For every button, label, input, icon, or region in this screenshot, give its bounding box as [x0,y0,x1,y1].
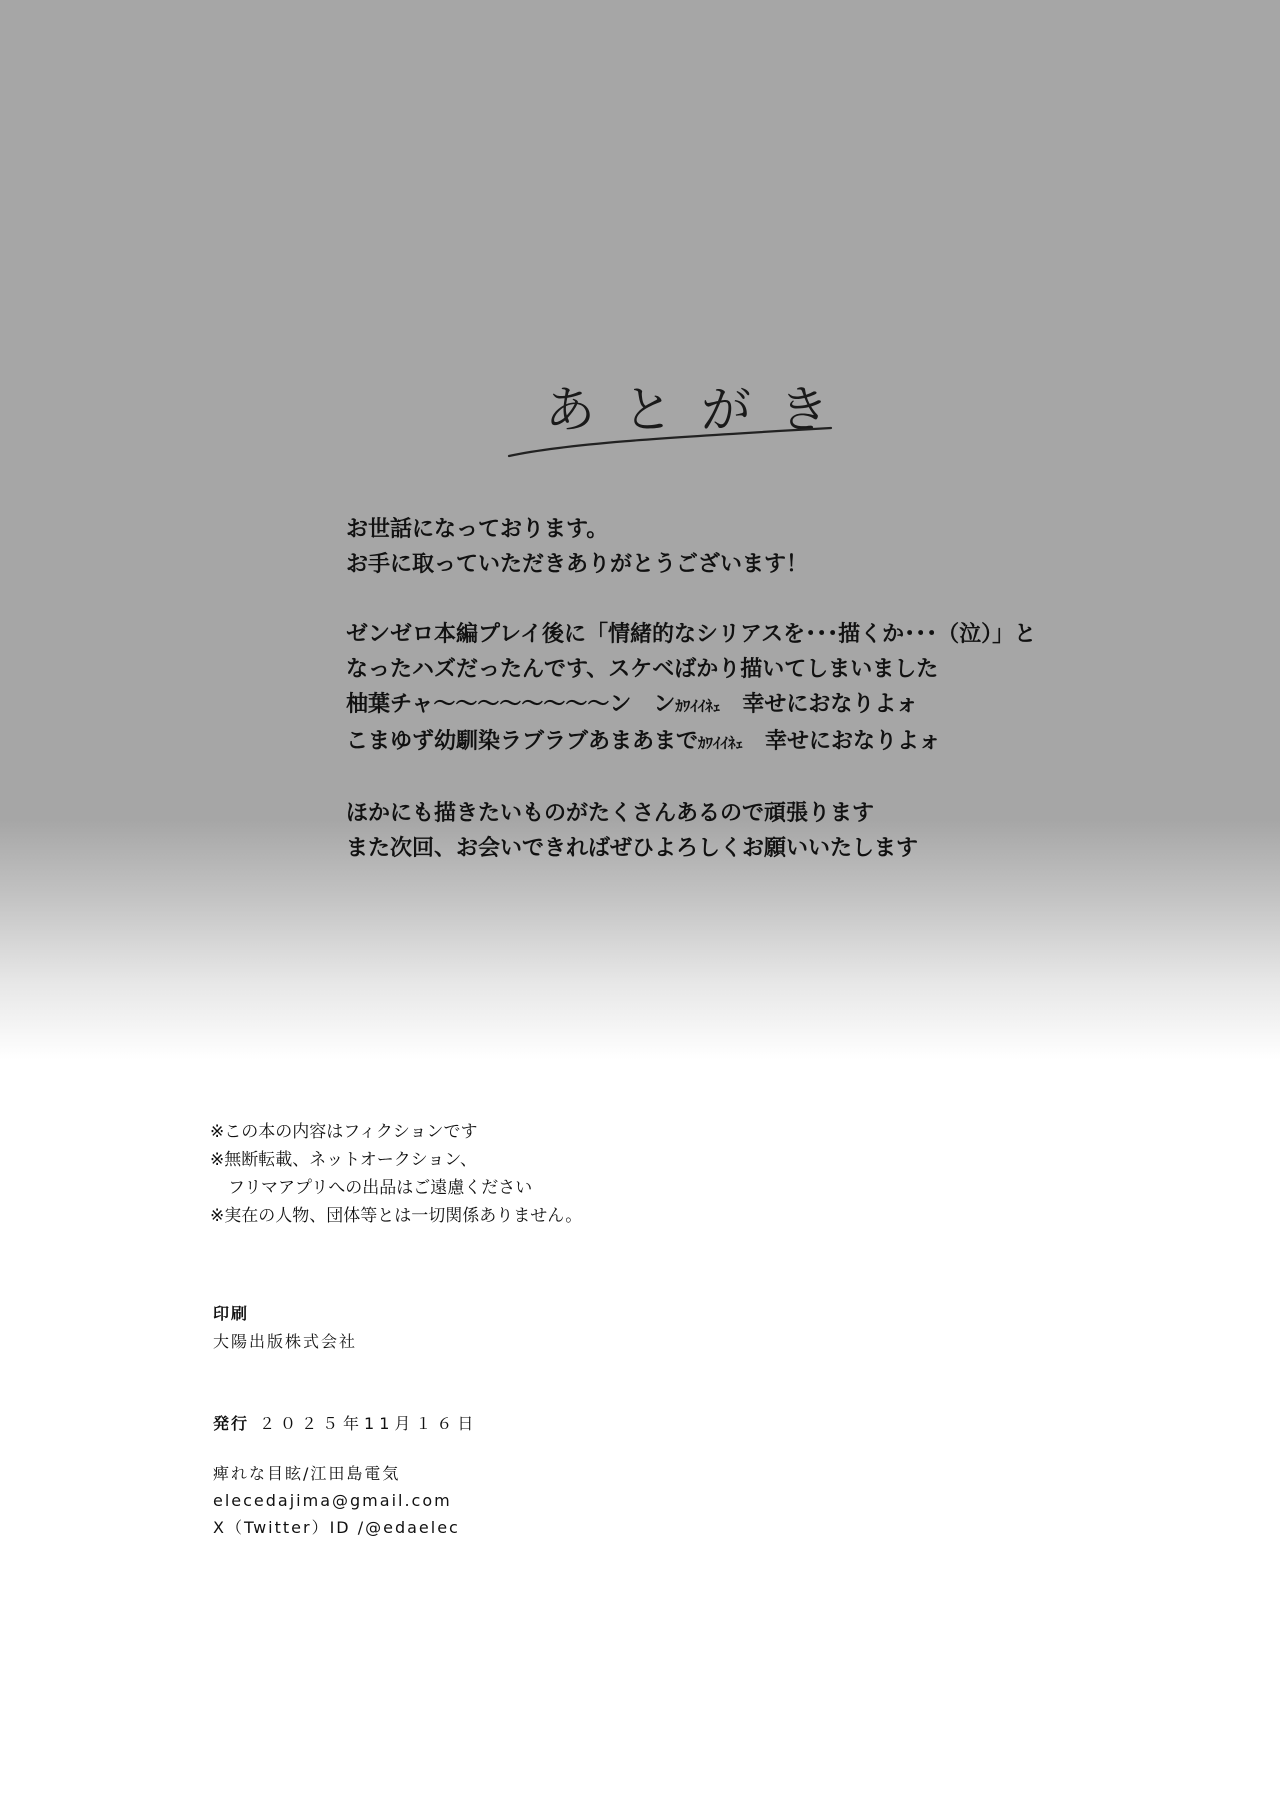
afterword-line: ゼンゼロ本編プレイ後に「情緒的なシリアスを･･･描くか･･･（泣）」と [346,622,1037,647]
afterword-line: また次回、お会いできればぜひよろしくお願いいたします [346,836,919,861]
afterword-line: なったハズだったんです、スケベばかり描いてしまいました [346,657,939,682]
page-title: あとがき [545,381,857,439]
afterword-line: ほかにも描きたいものがたくさんあるので頑張ります [346,801,875,826]
note-line: フリマアプリへの出品はご遠慮ください [228,1178,533,1198]
printer-name: 大陽出版株式会社 [213,1332,358,1351]
afterword-line [346,724,1106,761]
afterword-segment: こまゆず幼馴染ラブラブあまあまで [346,729,699,754]
email-address: elecedajima@gmail.com [213,1491,452,1510]
print-label: 印刷 [213,1304,250,1323]
afterword-small-kana: ｶﾜｲｲﾈｪ [698,734,744,752]
afterword-segment: 幸せにおなりよォ [743,729,941,754]
twitter-id: X（Twitter）ID /@edaelec [213,1518,460,1537]
contact-info [213,1460,460,1541]
disclaimer-notes [210,1118,582,1230]
afterword-line: お手に取っていただきありがとうございます！ [346,552,809,577]
afterword-segment: 幸せにおなりよォ [720,692,918,717]
note-line: ※実在の人物、団体等とは一切関係ありません。 [210,1206,583,1226]
afterword-segment: 柚葉チャ～～～～～～～～ン ン [346,692,676,717]
issue-info [213,1410,478,1438]
note-line: ※この本の内容はフィクションです [210,1122,478,1142]
afterword-small-kana: ｶﾜｲｲﾈｪ [675,697,721,715]
title-block [505,362,857,462]
title-underline [505,422,835,462]
print-info [213,1300,357,1356]
afterword-line [346,687,1106,724]
afterword-text [346,512,1106,866]
note-line: ※無断転載、ネットオークション、 [210,1150,478,1170]
issue-label: 発行 [213,1414,250,1433]
circle-name: 痺れな目眩/江田島電気 [213,1464,401,1483]
afterword-line: お世話になっております。 [346,517,609,542]
issue-date: ２０２５年11月１６日 [259,1414,479,1433]
